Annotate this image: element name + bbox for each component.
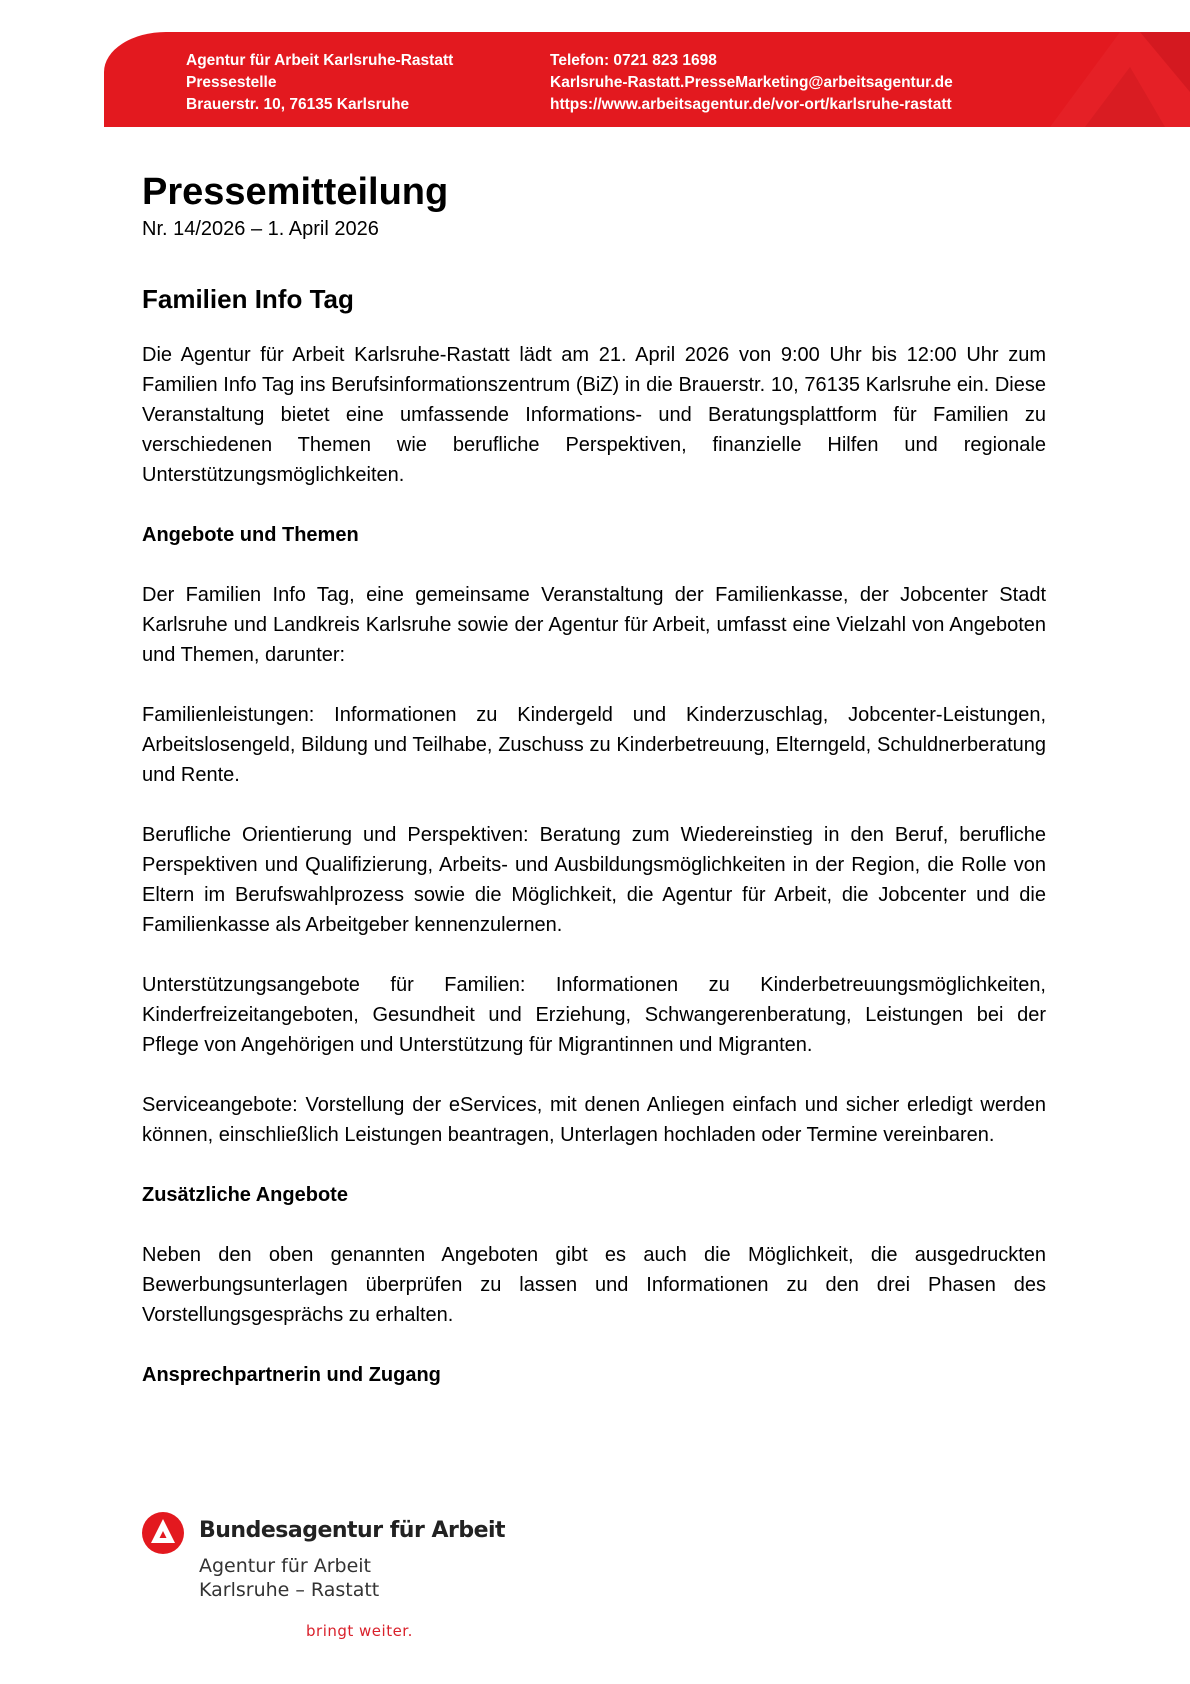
- sender-website[interactable]: https://www.arbeitsagentur.de/vor-ort/karlsruhe-rastatt: [550, 96, 952, 113]
- sender-address: [186, 50, 453, 116]
- paragraph-familienleistungen: Familienleistungen: Informationen zu Kindergeld und Kinderzuschlag, Jobcenter-Leistungen, Arbeitslosengeld, Bildung und Teilhabe, Zuschuss zu Kinderbetreuung, Elterngeld, Schuldnerberatung und Rente.: [142, 704, 1046, 786]
- headline: Familien Info Tag: [142, 284, 354, 314]
- sender-department: Pressestelle: [186, 74, 277, 91]
- press-release-body: [142, 170, 1046, 1390]
- paragraph-serviceangebote: Serviceangebote: Vorstellung der eServices, mit denen Anliegen einfach und sicher erledigt werden können, einschließlich Leistungen beantragen, Unterlagen hochladen oder Termine vereinbaren.: [142, 1094, 1046, 1146]
- agency-name: [199, 1554, 379, 1602]
- section-heading-angebote: Angebote und Themen: [142, 524, 359, 546]
- document-title: Pressemitteilung: [142, 171, 449, 213]
- letterhead-banner: [104, 32, 1190, 127]
- agency-line-2: Karlsruhe – Rastatt: [199, 1579, 380, 1601]
- paragraph-unterstuetzung: Unterstützungsangebote für Familien: Informationen zu Kinderbetreuungsmöglichkeiten, Kinderfreizeitangeboten, Gesundheit und Erziehung, Schwangerenberatung, Leistungen bei der Pflege von Angehörigen und Unterstützung für Migrantinnen und Migranten.: [142, 974, 1046, 1056]
- sender-street: Brauerstr. 10, 76135 Karlsruhe: [186, 96, 410, 113]
- section-heading-ansprechpartnerin: Ansprechpartnerin und Zugang: [142, 1364, 441, 1386]
- paragraph-overview: Der Familien Info Tag, eine gemeinsame Veranstaltung der Familienkasse, der Jobcenter Stadt Karlsruhe und Landkreis Karlsruhe sowie der Agentur für Arbeit, umfasst eine Vielzahl von Angeboten und Themen, darunter:: [142, 584, 1046, 666]
- paragraph-zusaetzliche: Neben den oben genannten Angeboten gibt es auch die Möglichkeit, die ausgedruckten Bewerbungsunterlagen überprüfen zu lassen und Informationen zu den drei Phasen des Vorstellungsgesprächs zu erhalten.: [142, 1244, 1046, 1326]
- agency-line-1: Agentur für Arbeit: [199, 1555, 372, 1577]
- sender-org: Agentur für Arbeit Karlsruhe-Rastatt: [186, 52, 454, 69]
- release-number-date: Nr. 14/2026 – 1. April 2026: [142, 218, 379, 240]
- intro-paragraph: Die Agentur für Arbeit Karlsruhe-Rastatt lädt am 21. April 2026 von 9:00 Uhr bis 12:00 Uhr zum Familien Info Tag ins Berufsinformationszentrum (BiZ) in die Brauerstr. 10, 76135 Karlsruhe ein. Diese Veranstaltung bietet eine umfassende Informations- und Beratungsplattform für Familien zu verschiedenen Themen wie berufliche Perspektiven, finanzielle Hilfen und regionale Unterstützungsmöglichkeiten.: [142, 344, 1046, 486]
- paragraph-berufliche-orientierung: Berufliche Orientierung und Perspektiven: Beratung zum Wiedereinstieg in den Beruf, berufliche Perspektiven und Qualifizierung, Arbeits- und Ausbildungsmöglichkeiten in der Region, die Rolle von Eltern im Berufswahlprozess sowie die Möglichkeit, die Agentur für Arbeit, die Jobcenter und die Familienkasse als Arbeitgeber kennenzulernen.: [142, 824, 1046, 936]
- sender-phone: Telefon: 0721 823 1698: [550, 52, 717, 69]
- sender-email[interactable]: Karlsruhe-Rastatt.PresseMarketing@arbeitsagentur.de: [550, 74, 953, 91]
- section-heading-zusaetzliche: Zusätzliche Angebote: [142, 1184, 348, 1206]
- brand-claim: bringt weiter.: [306, 1622, 413, 1640]
- ba-logo-icon: [142, 1512, 184, 1554]
- ba-footer-logo: [142, 1512, 506, 1652]
- org-name: Bundesagentur für Arbeit: [199, 1518, 506, 1543]
- sender-contact: [550, 50, 953, 116]
- ba-logo-watermark-icon: [990, 32, 1190, 127]
